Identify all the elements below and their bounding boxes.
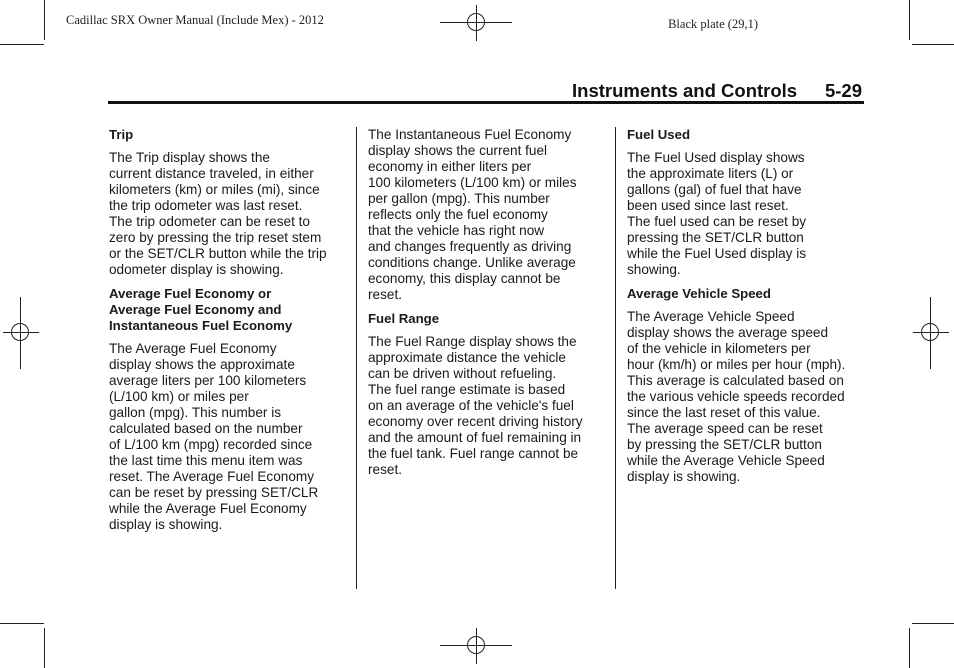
crop-mark xyxy=(909,628,910,668)
heading-trip: Trip xyxy=(109,127,134,142)
crop-mark xyxy=(0,44,44,45)
paragraph-fuel-range: The Fuel Range display shows the approximate distance the vehicle can be driven without refueling. The fuel range estimate is based on an average of the vehicle's fuel economy over recent driving history and the amount of fuel remaining in the fuel tank. Fuel range cannot be reset. xyxy=(368,334,583,477)
heading-average-fuel-economy: Average Fuel Economy or Average Fuel Economy and Instantaneous Fuel Economy xyxy=(109,286,293,333)
section-title: Instruments and Controls xyxy=(572,80,798,101)
crop-mark xyxy=(44,0,45,40)
heading-fuel-used: Fuel Used xyxy=(627,127,691,142)
heading-average-vehicle-speed: Average Vehicle Speed xyxy=(627,286,771,301)
column-3 xyxy=(627,127,865,493)
page-number: 5-29 xyxy=(824,80,862,101)
plate-info: Black plate (29,1) xyxy=(668,17,758,31)
heading-fuel-range: Fuel Range xyxy=(368,311,440,326)
paragraph-average-fuel-economy: The Average Fuel Economy display shows the approximate average liters per 100 kilometers (L/100 km) or miles per gallon (mpg). This number is calculated based on the number of L/100 km (mpg) recorded since the last time this menu item was reset. The Average Fuel Economy can be reset by pressing SET/CLR while the Average Fuel Economy display is showing. xyxy=(109,341,319,532)
crop-mark xyxy=(44,628,45,668)
column-2 xyxy=(368,127,608,486)
crop-mark xyxy=(912,623,954,624)
crop-mark xyxy=(909,0,910,40)
title-rule xyxy=(108,101,864,104)
paragraph-trip: The Trip display shows the current distance traveled, in either kilometers (km) or miles (mi), since the trip odometer was last reset. The trip odometer can be reset to zero by pressing the trip reset stem or the SET/CLR button while the trip odometer display is showing. xyxy=(109,150,327,277)
paragraph-fuel-used: The Fuel Used display shows the approximate liters (L) or gallons (gal) of fuel that have been used since last reset. The fuel used can be reset by pressing the SET/CLR button while the Fuel Used display is showing. xyxy=(627,150,807,277)
paragraph-average-vehicle-speed: The Average Vehicle Speed display shows the average speed of the vehicle in kilometers per hour (km/h) or miles per hour (mph). This average is calculated based on the various vehicle speeds recorded since the last reset of this value. The average speed can be reset by pressing the SET/CLR button while the Average Vehicle Speed display is showing. xyxy=(627,309,846,484)
crop-mark xyxy=(912,44,954,45)
column-divider xyxy=(356,127,357,589)
column-1 xyxy=(109,127,349,541)
paragraph-instantaneous-fuel-economy: The Instantaneous Fuel Economy display shows the current fuel economy in either liters per 100 kilometers (L/100 km) or miles per gallon (mpg). This number reflects only the fuel economy that the vehicle has right now and changes frequently as driving conditions change. Unlike average economy, this display cannot be reset. xyxy=(368,127,577,302)
crop-mark xyxy=(0,623,44,624)
column-divider xyxy=(615,127,616,589)
manual-title: Cadillac SRX Owner Manual (Include Mex) - 2012 xyxy=(66,13,324,27)
